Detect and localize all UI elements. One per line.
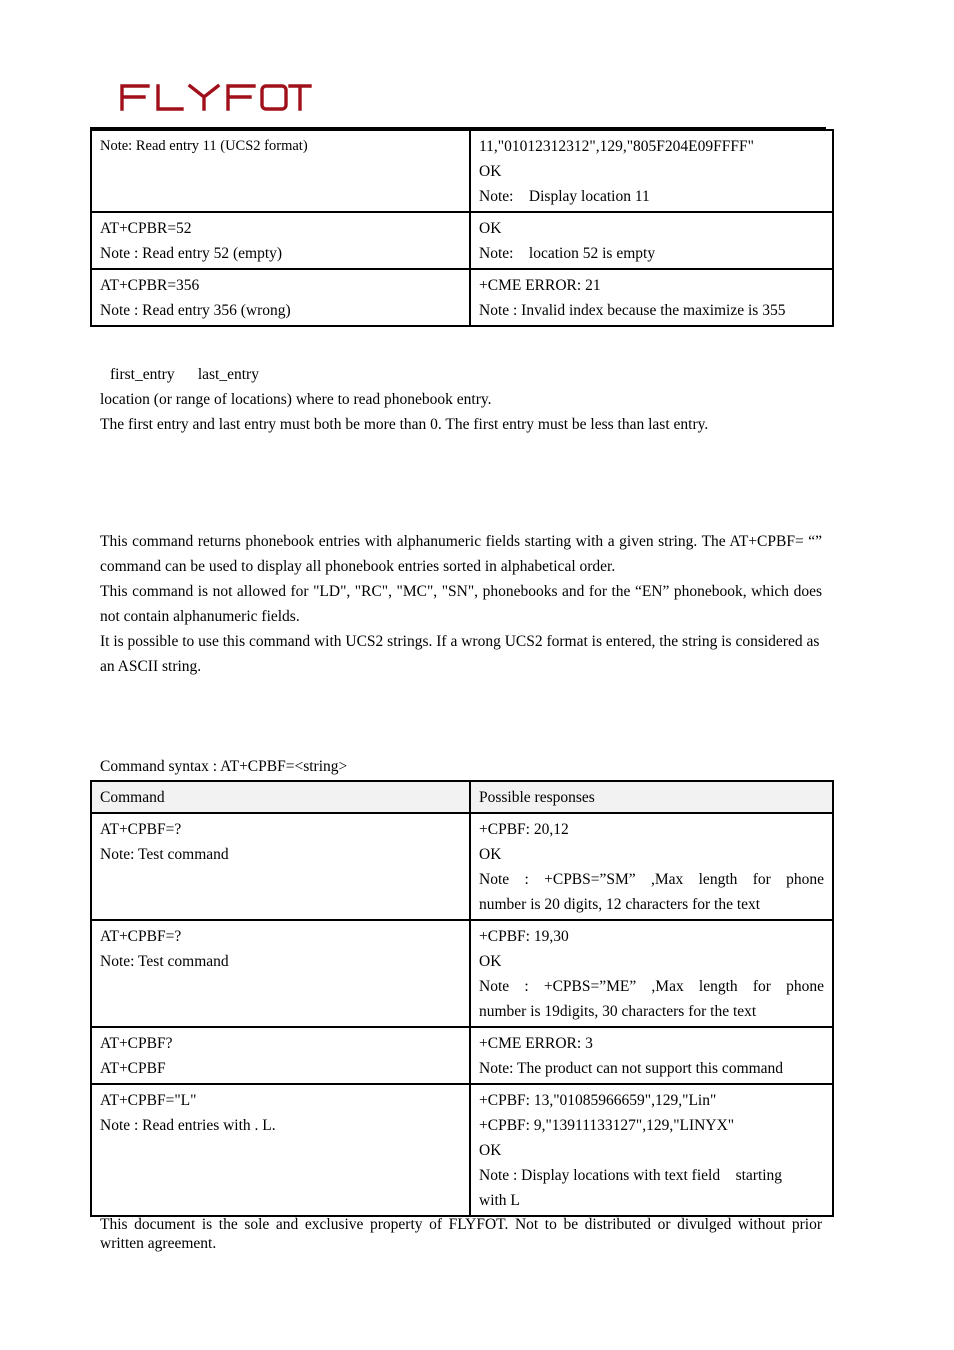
- command-syntax: Command syntax : AT+CPBF=<string>: [100, 758, 348, 775]
- command-cell: AT+CPBF=? Note: Test command: [91, 813, 470, 920]
- header-command: Command: [91, 781, 470, 813]
- description-paragraph: This command returns phonebook entries with alphanumeric fields starting with a given string. The AT+CPBF= “” command can be used to display all phonebook entries sorted in alphabetical order.: [100, 533, 822, 575]
- header-responses: Possible responses: [470, 781, 833, 813]
- response-cell: +CPBF: 19,30 OK Note : +CPBS=”ME” ,Max length for phone number is 19digits, 30 characters for the text: [470, 920, 833, 1027]
- cpbf-table: [90, 780, 834, 1217]
- table-row: [91, 920, 833, 1027]
- table-row: [91, 813, 833, 920]
- description-paragraph: This command is not allowed for "LD", "RC", "MC", "SN", phonebooks and for the “EN” phonebook, which does not contain alphanumeric fields.: [100, 583, 822, 625]
- command-cell: AT+CPBR=356 Note : Read entry 356 (wrong): [91, 269, 470, 326]
- parameter-names: first_entry last_entry: [110, 366, 259, 383]
- table-row: [91, 1084, 833, 1216]
- response-cell: +CPBF: 13,"01085966659",129,"Lin" +CPBF: 9,"13911133127",129,"LINYX" OK Note : Display locations with text field starting with L: [470, 1084, 833, 1216]
- parameter-constraint: The first entry and last entry must both be more than 0. The first entry must be less than last entry.: [100, 416, 709, 433]
- parameter-section: [100, 362, 822, 437]
- response-cell: 11,"01012312312",129,"805F204E09FFFF" OK Note: Display location 11: [470, 130, 833, 212]
- table-row: [91, 212, 833, 269]
- response-cell: +CPBF: 20,12 OK Note : +CPBS=”SM” ,Max length for phone number is 20 digits, 12 characters for the text: [470, 813, 833, 920]
- response-cell: +CME ERROR: 3 Note: The product can not support this command: [470, 1027, 833, 1084]
- table-row: [91, 269, 833, 326]
- parameter-description: location (or range of locations) where to read phonebook entry.: [100, 391, 492, 408]
- command-cell: Note: Read entry 11 (UCS2 format): [91, 130, 470, 212]
- table-header-row: [91, 781, 833, 813]
- cpbr-examples-table: [90, 129, 834, 327]
- command-cell: AT+CPBF? AT+CPBF: [91, 1027, 470, 1084]
- table-row: [91, 130, 833, 212]
- command-cell: AT+CPBF=? Note: Test command: [91, 920, 470, 1027]
- command-cell: AT+CPBF="L" Note : Read entries with . L.: [91, 1084, 470, 1216]
- response-cell: OK Note: location 52 is empty: [470, 212, 833, 269]
- table-row: [91, 1027, 833, 1084]
- command-cell: AT+CPBR=52 Note : Read entry 52 (empty): [91, 212, 470, 269]
- footer-confidentiality-notice: This document is the sole and exclusive property of FLYFOT. Not to be distributed or divulged without prior written agreement.: [100, 1216, 822, 1252]
- flyfot-logo: [118, 82, 312, 112]
- command-description: [100, 529, 822, 679]
- description-paragraph: It is possible to use this command with UCS2 strings. If a wrong UCS2 format is entered, the string is considered as an ASCII string.: [100, 633, 820, 675]
- response-cell: +CME ERROR: 21 Note : Invalid index because the maximize is 355: [470, 269, 833, 326]
